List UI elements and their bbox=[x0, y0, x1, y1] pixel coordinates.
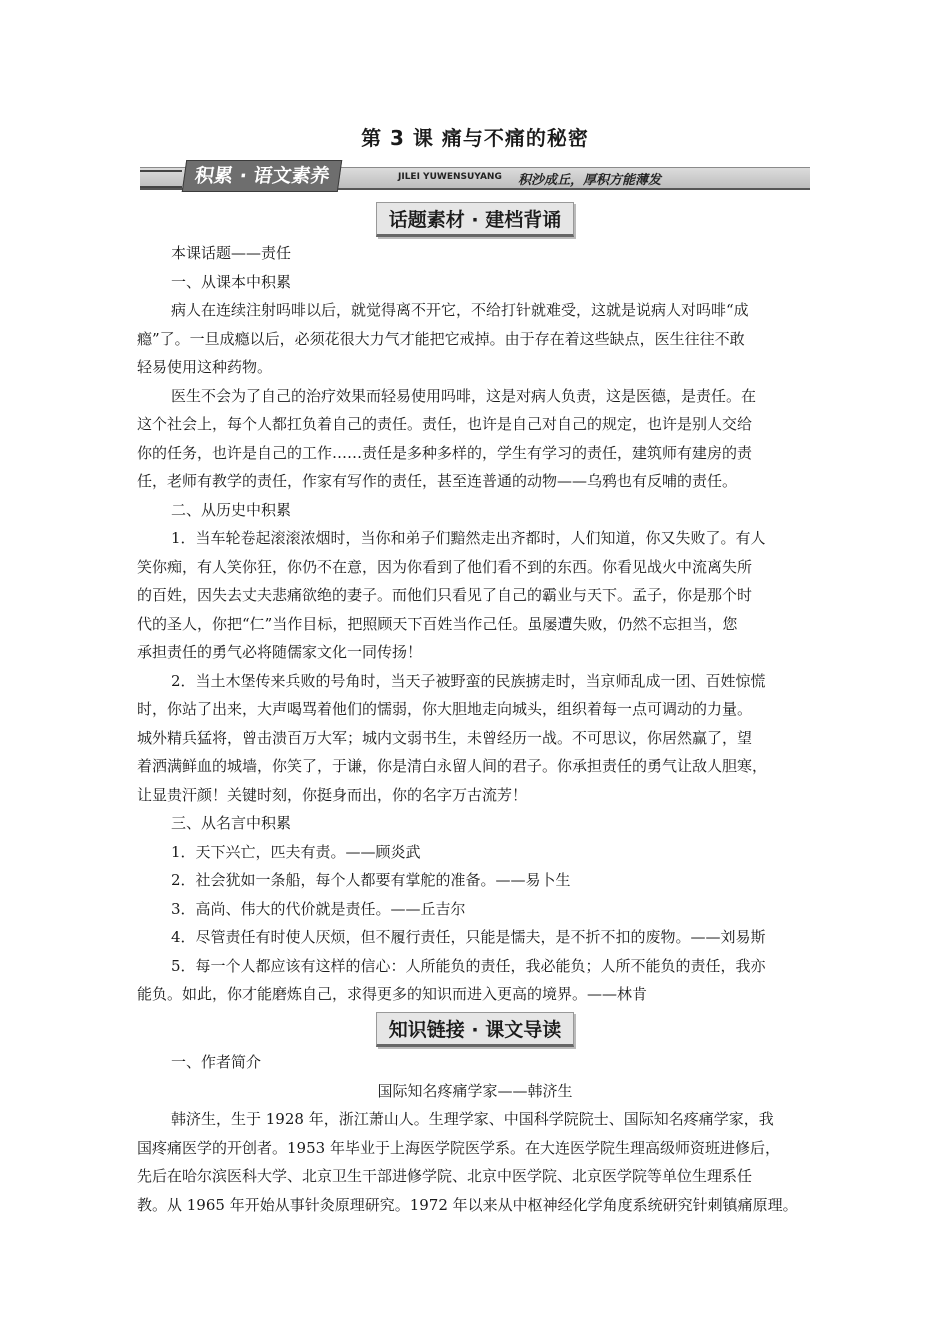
text-line: 着洒满鲜血的城墙，你笑了，于谦，你是清白永留人间的君子。你承担责任的勇气让敌人胆寒， bbox=[137, 757, 768, 775]
text-line: 的百姓，因失去丈夫悲痛欲绝的妻子。而他们只看见了自己的霸业与天下。孟子，你是那个时 bbox=[137, 586, 753, 604]
section-heading-knowledge-label: 知识链接 · 课文导读 bbox=[376, 1012, 574, 1047]
text-line: 这个社会上，每个人都扛负着自己的责任。责任，也许是自己对自己的规定，也许是别人交给 bbox=[137, 415, 753, 433]
text-line: 时，你站了出来，大声喝骂着他们的懦弱，你大胆地走向城头，组织着每一点可调动的力量。 bbox=[137, 700, 753, 718]
text-line: 能负。如此，你才能磨炼自己，求得更多的知识而进入更高的境界。——林肯 bbox=[137, 985, 648, 1003]
text-line: 教。从 1965 年开始从事针灸原理研究。1972 年以来从中枢神经化学角度系统研究针刺镇痛原理。 bbox=[137, 1196, 798, 1214]
text-line: 瘾”了。一旦成瘾以后，必须花很大力气才能把它戒掉。由于存在着这些缺点，医生往往不敢 bbox=[137, 330, 745, 348]
text-line: 国疼痛医学的开创者。1953 年毕业于上海医学院医学系。在大连医学院生理高级师资班进修后， bbox=[137, 1139, 780, 1157]
text-line: 5．每一个人都应该有这样的信心：人所能负的责任，我必能负；人所不能负的责任，我亦 bbox=[171, 957, 766, 975]
text-line: 三、从名言中积累 bbox=[171, 814, 292, 832]
text-line: 笑你痴，有人笑你狂，你仍不在意，因为你看到了他们看不到的东西。你看见战火中流离失所 bbox=[137, 558, 753, 576]
text-line: 你的任务，也许是自己的工作……责任是多种多样的，学生有学习的责任，建筑师有建房的责 bbox=[137, 444, 753, 462]
text-line: 一、作者简介 bbox=[171, 1053, 262, 1071]
text-line: 1．当车轮卷起滚滚浓烟时，当你和弟子们黯然走出齐都时，人们知道，你又失败了。有人 bbox=[171, 529, 766, 547]
text-line: 2．当土木堡传来兵败的号角时，当天子被野蛮的民族掳走时，当京师乱成一团、百姓惊慌 bbox=[171, 672, 766, 690]
banner-slogan: 积沙成丘，厚积方能薄发 bbox=[518, 173, 662, 188]
text-line: 轻易使用这种药物。 bbox=[137, 358, 273, 376]
text-line: 4．尽管责任有时使人厌烦，但不履行责任，只能是懦夫，是不折不扣的废物。——刘易斯 bbox=[171, 928, 766, 946]
text-line: 本课话题——责任 bbox=[171, 244, 292, 262]
text-line: 让显贵汗颜！关键时刻，你挺身而出，你的名字万古流芳！ bbox=[137, 786, 528, 804]
text-line: 2．社会犹如一条船，每个人都要有掌舵的准备。——易卜生 bbox=[171, 871, 571, 889]
section-heading-knowledge bbox=[0, 1012, 950, 1047]
text-line: 3．高尚、伟大的代价就是责任。——丘吉尔 bbox=[171, 900, 466, 918]
section-heading-topic-label: 话题素材 · 建档背诵 bbox=[376, 202, 574, 237]
text-line: 一、从课本中积累 bbox=[171, 273, 292, 291]
text-line: 代的圣人，你把“仁”当作目标，把照顾天下百姓当作己任。虽屡遭失败，仍然不忘担当，您 bbox=[137, 615, 738, 633]
lesson-title: 第 3 课 痛与不痛的秘密 bbox=[361, 126, 589, 150]
text-line: 先后在哈尔滨医科大学、北京卫生干部进修学院、北京中医学院、北京医学院等单位生理系任 bbox=[137, 1167, 753, 1185]
text-line: 医生不会为了自己的治疗效果而轻易使用吗啡，这是对病人负责，这是医德，是责任。在 bbox=[171, 387, 757, 405]
section-banner bbox=[140, 160, 810, 192]
section-heading-topic bbox=[0, 202, 950, 237]
banner-decoration bbox=[140, 170, 182, 188]
text-line: 城外精兵猛将，曾击溃百万大军；城内文弱书生，未曾经历一战。不可思议，你居然赢了，望 bbox=[137, 729, 753, 747]
text-line: 1．天下兴亡，匹夫有责。——顾炎武 bbox=[171, 843, 421, 861]
text-line: 二、从历史中积累 bbox=[171, 501, 292, 519]
banner-main-label: 积累 · 语文素养 bbox=[182, 160, 343, 192]
banner-pinyin: JILEI YUWENSUYANG bbox=[398, 172, 502, 182]
text-line: 任，老师有教学的责任，作家有写作的责任，甚至连普通的动物——乌鸦也有反哺的责任。 bbox=[137, 472, 738, 490]
text-line: 承担责任的勇气必将随儒家文化一同传扬！ bbox=[137, 643, 423, 661]
text-line: 病人在连续注射吗啡以后，就觉得离不开它，不给打针就难受，这就是说病人对吗啡“成 bbox=[171, 301, 749, 319]
subtitle: 国际知名疼痛学家——韩济生 bbox=[377, 1082, 573, 1100]
text-line: 韩济生，生于 1928 年，浙江萧山人。生理学家、中国科学院院士、国际知名疼痛学家，我 bbox=[171, 1110, 774, 1128]
